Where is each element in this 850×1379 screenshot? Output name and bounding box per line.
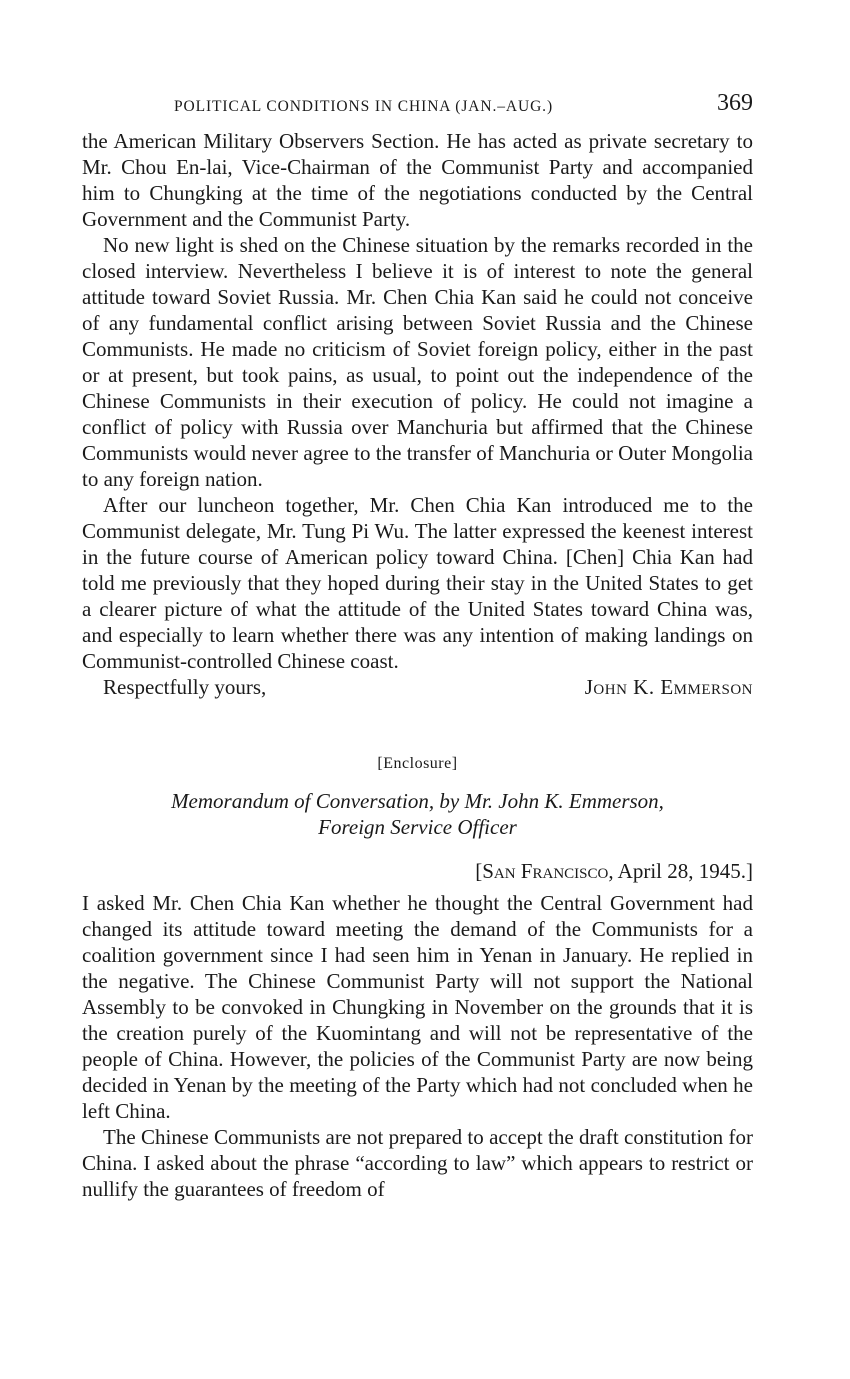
running-title: POLITICAL CONDITIONS IN CHINA (JAN.–AUG.) xyxy=(174,98,554,115)
memorandum-title-line-1: Memorandum of Conversation, by Mr. John K. Emmerson, xyxy=(171,789,664,813)
memo-paragraph-2: The Chinese Communists are not prepared to accept the draft constitution for China. I asked about the phrase “according to law” which appears to restrict or nullify the guarantees of freedom of xyxy=(82,1125,753,1201)
dateline xyxy=(82,858,753,884)
memo-paragraph-1: I asked Mr. Chen Chia Kan whether he thought the Central Government had changed its attitude toward meeting the demand of the Communists for a coalition government since I had seen him in Yenan in January. He replied in the negative. The Chinese Communist Party will not support the National Assembly to be convoked in Chungking in November on the grounds that it is the creation purely of the Kuomintang and will not be representative of the people of China. However, the policies of the Communist Party are now being decided in Yenan by the meeting of the Party which had not concluded when he left China. xyxy=(82,891,753,1123)
dateline-place: San Francisco xyxy=(482,859,609,883)
memorandum-title xyxy=(82,788,753,840)
complimentary-close: Respectfully yours, xyxy=(103,675,267,699)
memorandum-title-line-2: Foreign Service Officer xyxy=(318,815,517,839)
letter-closing xyxy=(82,674,753,700)
letter-paragraph-2: No new light is shed on the Chinese situation by the remarks recorded in the closed interview. Nevertheless I believe it is of interest to note the general attitude toward Soviet Russia. Mr. Chen Chia Kan said he could not conceive of any fundamental conflict arising between Soviet Russia and the Chinese Communists. He made no criticism of Soviet foreign policy, either in the past or at present, but took pains, as usual, to point out the independence of the Chinese Communists in their execution of policy. He could not imagine a conflict of policy with Russia over Manchuria but affirmed that the Chinese Communists would never agree to the transfer of Manchuria or Outer Mongolia to any foreign nation. xyxy=(82,233,753,491)
running-header xyxy=(82,90,753,124)
dateline-date: , April 28, 1945.] xyxy=(608,859,753,883)
document-page xyxy=(82,90,753,1202)
letter-paragraph-3: After our luncheon together, Mr. Chen Chia Kan introduced me to the Communist delegate, Mr. Tung Pi Wu. The latter expressed the keenest interest in the future course of American policy toward China. [Chen] Chia Kan had told me previously that they hoped during their stay in the United States to get a clearer picture of what the attitude of the United States toward China was, and especially to learn whether there was any intention of making landings on Communist-controlled Chinese coast. xyxy=(82,493,753,673)
memorandum-body xyxy=(82,890,753,1202)
enclosure-label: [Enclosure] xyxy=(377,755,458,772)
letter-paragraph-1: the American Military Observers Section. He has acted as private secretary to Mr. Chou En-lai, Vice-Chairman of the Communist Party and accompanied him to Chungking at the time of the negotiations conducted by the Central Government and the Communist Party. xyxy=(82,129,753,231)
page-number: 369 xyxy=(717,90,753,116)
signature: John K. Emmerson xyxy=(584,675,753,699)
dateline-open: [ xyxy=(475,859,483,883)
letter-body xyxy=(82,128,753,700)
